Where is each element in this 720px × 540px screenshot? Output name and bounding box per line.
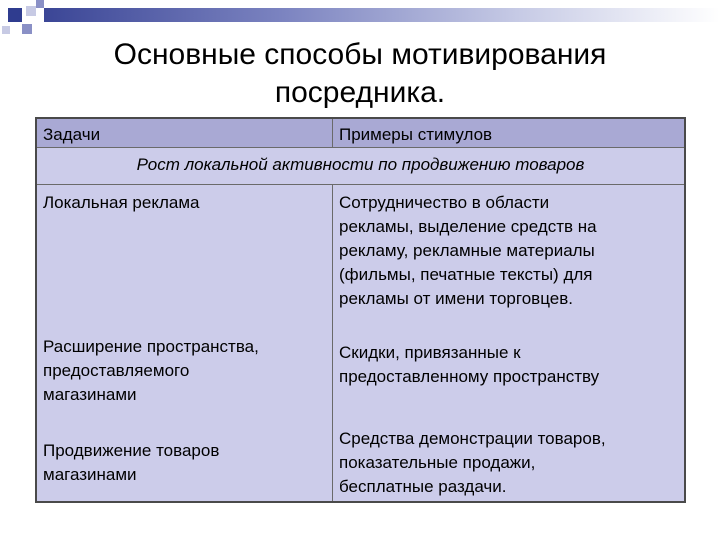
task-item xyxy=(43,191,323,215)
table-section-row xyxy=(36,148,685,185)
slide-title-line-2: посредника. xyxy=(274,76,446,109)
example-item xyxy=(339,341,659,389)
example-line: Скидки, привязанные к xyxy=(339,343,521,362)
slide-title xyxy=(60,36,660,112)
task-item xyxy=(43,335,323,407)
task-item xyxy=(43,439,323,487)
header-cell-examples xyxy=(333,118,686,148)
example-line: предоставленному пространству xyxy=(339,367,600,386)
example-line: рекламы от имени торговцев. xyxy=(339,289,573,308)
header-cell-tasks xyxy=(36,118,333,148)
task-line: Локальная реклама xyxy=(43,193,200,212)
section-label: Рост локальной активности по продвижению товаров xyxy=(136,155,585,174)
example-line: показательные продажи, xyxy=(339,453,536,472)
table-body-row xyxy=(36,185,685,503)
example-line: бесплатные раздачи. xyxy=(339,477,507,496)
example-line: рекламу, рекламные материалы xyxy=(339,241,595,260)
slide-title-line-1: Основные способы мотивирования xyxy=(113,38,607,71)
task-line: предоставляемого xyxy=(43,361,190,380)
example-line: рекламы, выделение средств на xyxy=(339,217,597,236)
motivation-table xyxy=(35,117,686,503)
task-line: магазинами xyxy=(43,385,137,404)
tasks-column xyxy=(36,185,333,503)
task-line: магазинами xyxy=(43,465,137,484)
task-line: Продвижение товаров xyxy=(43,441,220,460)
decor-square-light xyxy=(2,26,10,34)
example-line: Средства демонстрации товаров, xyxy=(339,429,606,448)
decor-square-light xyxy=(26,6,36,16)
task-line: Расширение пространства, xyxy=(43,337,259,356)
header-tasks-label: Задачи xyxy=(43,125,101,144)
decor-square-mid xyxy=(22,24,32,34)
decor-square-mid xyxy=(36,0,44,8)
decor-square-dark xyxy=(8,8,22,22)
example-line: Сотрудничество в области xyxy=(339,193,550,212)
section-cell xyxy=(36,148,685,185)
header-examples-label: Примеры стимулов xyxy=(339,125,493,144)
examples-column xyxy=(333,185,686,503)
example-item xyxy=(339,191,659,311)
example-item xyxy=(339,427,659,499)
slide-top-gradient-bar xyxy=(44,8,720,22)
table-header-row xyxy=(36,118,685,148)
example-line: (фильмы, печатные тексты) для xyxy=(339,265,593,284)
